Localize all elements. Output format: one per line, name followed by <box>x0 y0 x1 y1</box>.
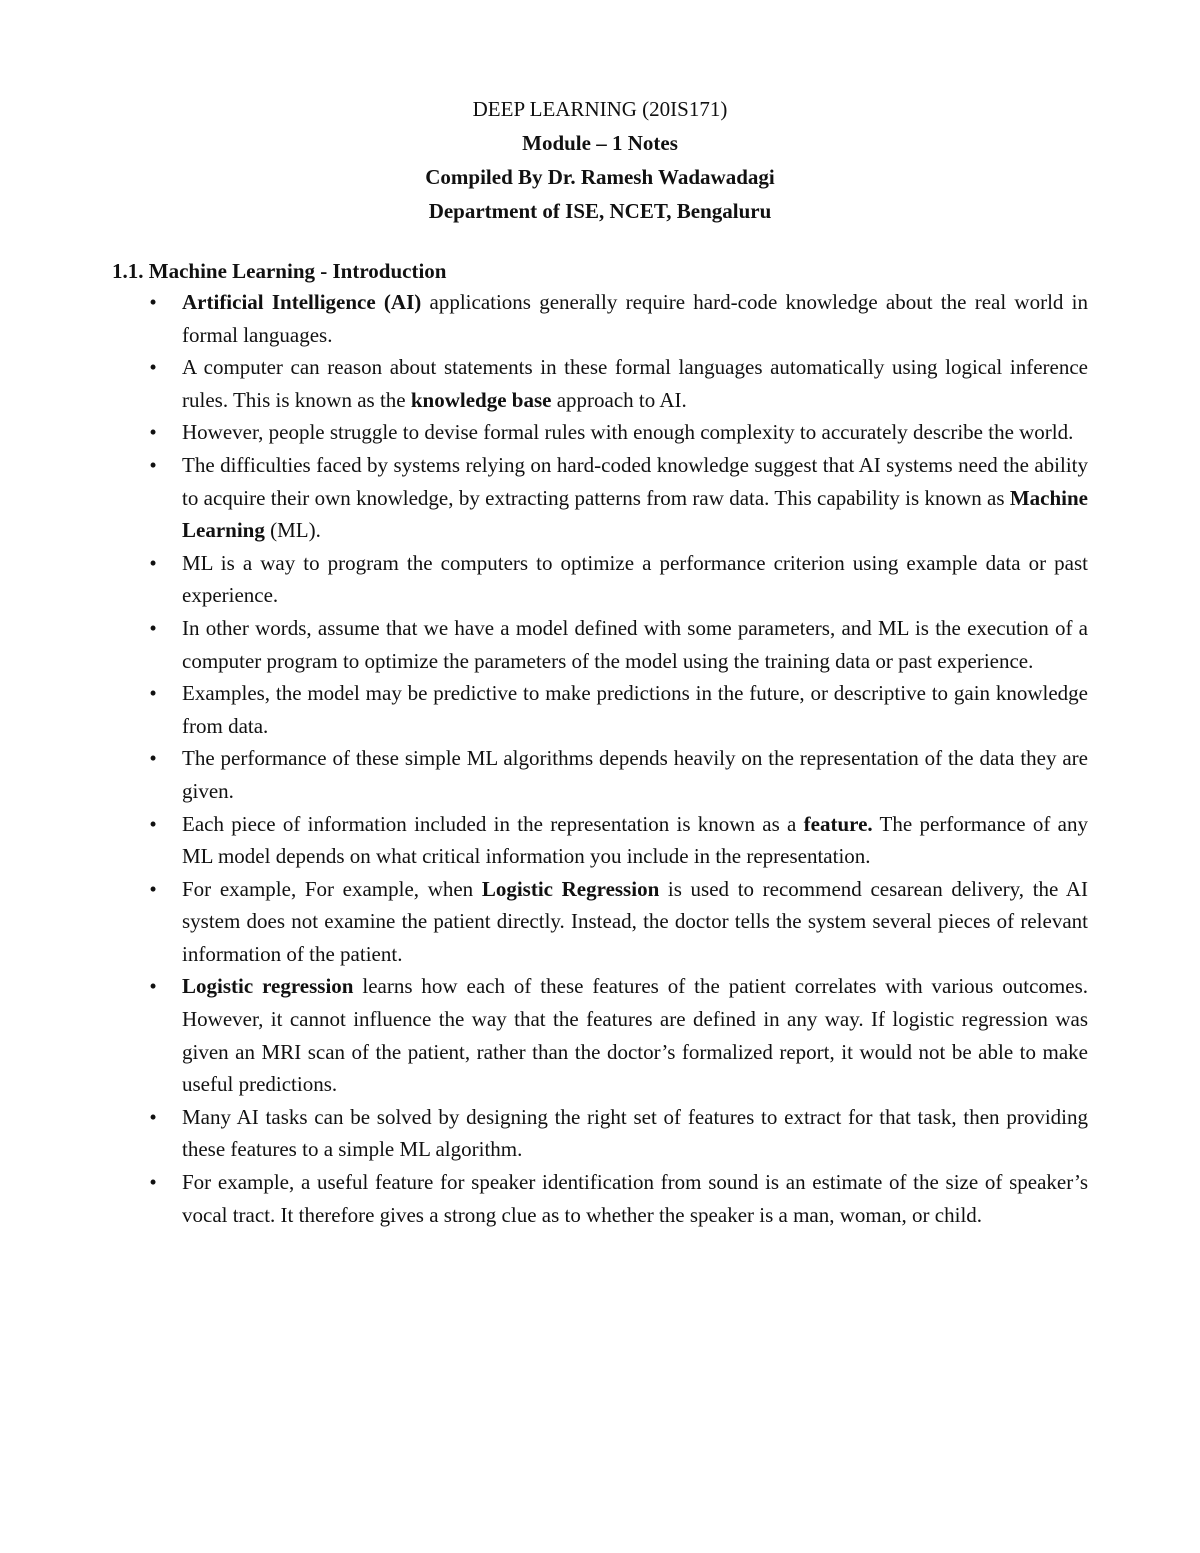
bullet-list <box>149 286 1088 1231</box>
bullet-icon: • <box>149 355 157 380</box>
list-item-text: A computer can reason about statements in these formal languages automatically using logical inference rules. This is known as the <box>182 355 1088 412</box>
bullet-icon: • <box>149 876 157 901</box>
list-item <box>149 970 1088 1100</box>
bullet-icon: • <box>149 290 157 314</box>
list-item-text: applications generally require hard-code knowledge about the real world in formal languages. <box>182 290 1088 347</box>
section-heading: 1.1. Machine Learning - Introduction <box>112 259 447 283</box>
author-line: Compiled By Dr. Ramesh Wadawadagi <box>425 165 775 189</box>
list-item <box>149 1166 1088 1231</box>
bold-term: Machine Learning <box>182 485 1088 543</box>
list-item <box>149 808 1088 873</box>
course-title: DEEP LEARNING (20IS171) <box>472 97 728 121</box>
module-title: Module – 1 Notes <box>522 131 678 155</box>
list-item-text: The performance of these simple ML algorithms depends heavily on the representation of the data they are given. <box>182 746 1088 803</box>
title-block <box>0 92 1200 228</box>
list-item-text: Each piece of information included in the representation is known as a <box>182 811 804 836</box>
list-item-text: However, people struggle to devise formal rules with enough complexity to accurately describe the world. <box>182 420 1074 445</box>
bullet-icon: • <box>149 550 157 575</box>
list-item-text: ML is a way to program the computers to optimize a performance criterion using example data or past experience. <box>182 550 1088 608</box>
list-item-text: (ML). <box>264 518 321 543</box>
list-item <box>149 612 1088 677</box>
list-item <box>149 742 1088 807</box>
bold-term: Logistic Regression <box>481 876 660 901</box>
bullet-icon: • <box>149 420 157 445</box>
list-item-text: learns how each of these features of the patient correlates with various outcomes. However, it cannot influence the way that the features are defined in any way. If logistic regression was given an MRI scan of the patient, rather than the doctor’s formalized report, it would not be able to make useful predictions. <box>182 974 1088 1097</box>
list-item <box>149 873 1088 971</box>
bullet-icon: • <box>149 615 157 640</box>
list-item-text: The difficulties faced by systems relying on hard-coded knowledge suggest that AI systems need the ability to acquire their own knowledge, by extracting patterns from raw data. This capability is known as <box>182 452 1088 510</box>
list-item-text: approach to AI. <box>551 387 687 412</box>
bullet-icon: • <box>149 1104 157 1129</box>
bullet-icon: • <box>149 1170 157 1195</box>
list-item <box>149 677 1088 742</box>
list-item <box>149 1101 1088 1166</box>
bullet-icon: • <box>149 974 157 999</box>
bullet-icon: • <box>149 681 157 706</box>
bold-term: knowledge base <box>410 387 552 412</box>
list-item-text: In other words, assume that we have a model defined with some parameters, and ML is the execution of a computer program to optimize the parameters of the model using the training data or past experience. <box>182 615 1088 673</box>
list-item-text: For example, a useful feature for speaker identification from sound is an estimate of the size of speaker’s vocal tract. It therefore gives a strong clue as to whether the speaker is a man, woman, or child. <box>182 1170 1088 1227</box>
bullet-icon: • <box>149 811 157 836</box>
list-item <box>149 449 1088 547</box>
list-item <box>149 351 1088 416</box>
bold-term: feature. <box>803 811 873 836</box>
bullet-icon: • <box>149 746 157 771</box>
list-item <box>149 286 1088 351</box>
bold-term: Logistic regression <box>182 974 354 999</box>
bold-term: Artificial Intelligence (AI) <box>182 290 422 314</box>
list-item <box>149 416 1088 449</box>
list-item-text: For example, For example, when <box>182 876 482 901</box>
list-item-text: Examples, the model may be predictive to make predictions in the future, or descriptive to gain knowledge from data. <box>182 681 1088 738</box>
list-item-text: The performance of any ML model depends on what critical information you include in the representation. <box>182 811 1088 869</box>
list-item <box>149 547 1088 612</box>
list-item-text: Many AI tasks can be solved by designing the right set of features to extract for that task, then providing these features to a simple ML algorithm. <box>182 1104 1088 1162</box>
list-item-text: is used to recommend cesarean delivery, the AI system does not examine the patient directly. Instead, the doctor tells the system several pieces of relevant information of the patient. <box>182 876 1088 966</box>
bullet-icon: • <box>149 452 157 477</box>
department-line: Department of ISE, NCET, Bengaluru <box>428 199 772 223</box>
